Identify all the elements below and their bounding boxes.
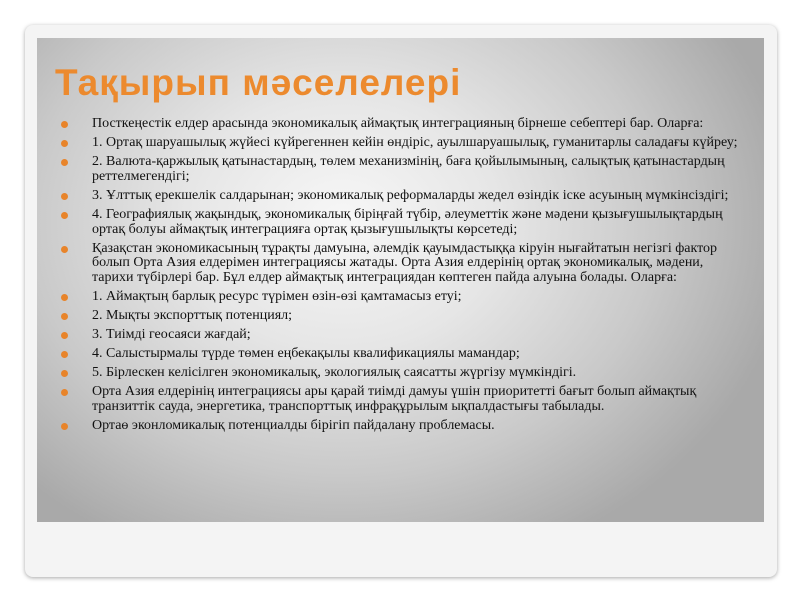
bullet-text: Ортаө эконломикалық потенциалды бірігіп пайдалану проблемасы. <box>92 418 495 434</box>
bullet-text: 1. Ортақ шаруашылық жүйесі күйрегеннен кейін өндіріс, ауылшаруашылық, гуманитарлы саладағы күйреу; <box>92 135 738 151</box>
bullet-dot-icon <box>61 294 68 301</box>
bullet-item <box>60 117 740 132</box>
bullet-item <box>60 419 740 434</box>
bullet-text: 5. Бірлескен келісілген экономикалық, экологиялық саясатты жүргізу мүмкіндігі. <box>92 365 577 381</box>
bullet-text: Посткеңестік елдер арасында экономикалық аймақтық интеграцияның бірнеше себептері бар. Оларға: <box>92 116 704 131</box>
bullet-dot-icon <box>61 389 68 396</box>
bullet-dot-icon <box>61 193 68 200</box>
bullet-item <box>60 155 740 184</box>
bullet-text: 3. Тиімді геосаяси жағдай; <box>92 327 251 343</box>
bullet-list <box>60 117 740 438</box>
bullet-text: Қазақстан экономикасының тұрақты дамуына, әлемдік қауымдастыққа кіруін нығайтатын негізгі фактор болып Орта Азия елдерімен интеграциясы жатады. Орта Азия елдерінің ортақ экономикалық, мәдени, тарихи түбірлері бар. Бұл елдер аймақтық интеграциядан көптеген пайда алуына болады. Оларға: <box>92 240 718 285</box>
bullet-text: 2. Валюта-қаржылық қатынастардың, төлем механизмінің, баға қойылымының, салықтық қатынастардың реттелмегендігі; <box>92 154 725 184</box>
bullet-dot-icon <box>61 332 68 339</box>
bullet-text: Орта Азия елдерінің интеграциясы ары қарай тиімді дамуы үшін приоритетті бағыт болып аймақтық транзиттік сауда, энергетика, транспорттық инфрақұрылым ықпалдастығы табылады. <box>92 384 697 414</box>
bullet-dot-icon <box>61 351 68 358</box>
bullet-text: 2. Мықты экспорттық потенциял; <box>92 308 293 324</box>
bullet-item <box>60 328 740 343</box>
bullet-text: 3. Ұлттық ерекшелік салдарынан; экономикалық реформаларды жедел өзіндік іске асуының мүмкінсіздігі; <box>92 187 729 203</box>
bullet-dot-icon <box>61 159 68 166</box>
bullet-dot-icon <box>61 370 68 377</box>
bullet-dot-icon <box>61 313 68 320</box>
bullet-text: 1. Аймақтың барлық ресурс түрімен өзін-өзі қамтамасыз етуі; <box>92 288 462 304</box>
bullet-dot-icon <box>61 423 68 430</box>
bullet-item <box>60 136 740 151</box>
bullet-text: 4. Географиялық жақындық, экономикалық біріңғай түбір, әлеуметтік және мәдени қызығушылықтардың ортақ болуы аймақтық интеграцияға ортақ қызығушылықты көрсетеді; <box>92 206 723 237</box>
bullet-item <box>60 366 740 381</box>
bullet-item <box>60 189 740 204</box>
bullet-dot-icon <box>61 140 68 147</box>
bullet-item <box>60 290 740 305</box>
bullet-item <box>60 242 740 286</box>
bullet-text: 4. Салыстырмалы түрде төмен еңбекақылы квалификациялы мамандар; <box>92 346 520 362</box>
bullet-dot-icon <box>61 246 68 253</box>
bullet-item <box>60 208 740 237</box>
bullet-item <box>60 385 740 414</box>
slide-title: Тақырып мәселелері <box>55 62 462 103</box>
bullet-item <box>60 309 740 324</box>
bullet-dot-icon <box>61 212 68 219</box>
bullet-dot-icon <box>61 121 68 128</box>
bullet-item <box>60 347 740 362</box>
